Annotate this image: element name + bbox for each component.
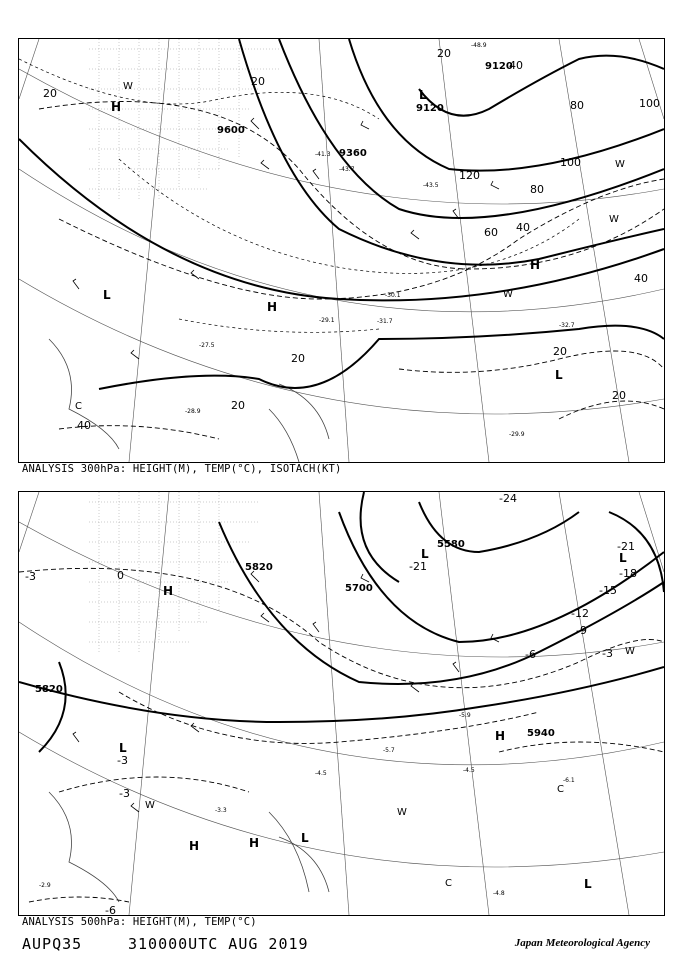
station-temp: -6.1: [563, 777, 575, 784]
isotach-label: 40: [77, 419, 91, 432]
isotach-label: 120: [459, 169, 480, 182]
temp-label: -18: [619, 567, 637, 580]
agency-name: Japan Meteorological Agency: [514, 937, 650, 949]
wind-barbs: [73, 571, 499, 812]
low-center-label: L: [584, 877, 592, 891]
height-label: 9120: [416, 103, 444, 114]
caption-300hpa: ANALYSIS 300hPa: HEIGHT(M), TEMP(°C), ISOTACH(KT): [22, 463, 342, 475]
station-temp: -27.5: [199, 342, 215, 349]
station-temp: -2.9: [39, 882, 51, 889]
warm-symbol: W: [625, 646, 635, 657]
station-temp: -31.7: [377, 318, 393, 325]
temp-label: -3: [119, 787, 130, 800]
warm-symbol: W: [503, 289, 513, 300]
low-center-label: L: [419, 88, 427, 102]
warm-symbol: W: [609, 214, 619, 225]
temp-label: -15: [599, 584, 617, 597]
map-500hpa-canvas: [19, 492, 664, 915]
low-center-label: L: [619, 551, 627, 565]
temp-label: -12: [571, 607, 589, 620]
temperature-contours: [19, 568, 664, 902]
cold-symbol: C: [75, 401, 82, 412]
station-temp: -4.5: [315, 770, 327, 777]
isotach-label: 40: [634, 272, 648, 285]
temp-label: -6: [105, 904, 116, 915]
height-label: 5700: [345, 583, 373, 594]
station-temp: -43.7: [339, 166, 355, 173]
low-center-label: L: [119, 741, 127, 755]
isotach-label: 20: [437, 47, 451, 60]
temp-label: -3: [602, 647, 613, 660]
high-center-label: H: [495, 729, 506, 743]
isotach-label: 20: [43, 87, 57, 100]
station-temp: -30.1: [385, 292, 401, 299]
station-temp: -5.7: [383, 747, 395, 754]
cold-symbol: C: [445, 878, 452, 889]
isotach-label: 20: [231, 399, 245, 412]
station-temp: -5.9: [459, 712, 471, 719]
low-center-label: L: [421, 547, 429, 561]
map-300hpa: [18, 38, 665, 463]
warm-symbol: W: [615, 159, 625, 170]
valid-time: 310000UTC AUG 2019: [128, 935, 309, 953]
temp-label: -21: [617, 540, 635, 553]
temp-label: 0: [117, 569, 124, 582]
station-temp: -4.5: [463, 767, 475, 774]
high-center-label: H: [163, 584, 174, 598]
high-center-label: H: [249, 836, 260, 850]
station-temp: -32.7: [559, 322, 575, 329]
graticule: [19, 492, 664, 915]
station-temp: -48.9: [471, 42, 487, 49]
terrain-hatching: [89, 39, 279, 199]
map-500hpa: [18, 491, 665, 916]
station-temp: -43.5: [423, 182, 439, 189]
isotach-label: 40: [516, 221, 530, 234]
isotach-label: 80: [570, 99, 584, 112]
temp-label: -3: [25, 570, 36, 583]
isotach-label: 60: [484, 226, 498, 239]
station-temp: -29.9: [509, 431, 525, 438]
high-center-label: H: [189, 839, 200, 853]
height-label: 5580: [437, 539, 465, 550]
station-temp: -41.3: [315, 151, 331, 158]
temp-label: -24: [499, 492, 517, 505]
height-label: 5940: [527, 728, 555, 739]
temp-label: -6: [525, 648, 536, 661]
temp-label: -21: [409, 560, 427, 573]
height-label: 9120: [485, 61, 513, 72]
station-temp: -4.8: [493, 890, 505, 897]
station-temp: -28.9: [185, 408, 201, 415]
high-center-label: H: [111, 100, 122, 114]
low-center-label: L: [301, 831, 309, 845]
low-center-label: L: [555, 368, 563, 382]
station-temp: -3.3: [215, 807, 227, 814]
chart-code: AUPQ35: [22, 935, 83, 953]
station-temp: -29.1: [319, 317, 335, 324]
isotach-label: 20: [251, 75, 265, 88]
warm-symbol: W: [397, 807, 407, 818]
caption-500hpa: ANALYSIS 500hPa: HEIGHT(M), TEMP(°C): [22, 916, 257, 928]
isotach-label: 20: [553, 345, 567, 358]
height-label: 9600: [217, 125, 245, 136]
temp-label: -3: [117, 754, 128, 767]
isotach-label: 20: [612, 389, 626, 402]
temp-label: -9: [576, 624, 587, 637]
map-300hpa-canvas: [19, 39, 664, 462]
isotach-label: 100: [639, 97, 660, 110]
height-label: 5820: [35, 684, 63, 695]
coastline: [49, 339, 329, 462]
high-center-label: H: [267, 300, 278, 314]
warm-symbol: W: [123, 81, 133, 92]
isotach-label: 40: [509, 59, 523, 72]
isotach-label: 20: [291, 352, 305, 365]
warm-symbol: W: [145, 800, 155, 811]
high-center-label: H: [530, 258, 541, 272]
isotach-label: 100: [560, 156, 581, 169]
cold-symbol: C: [557, 784, 564, 795]
height-label: 5820: [245, 562, 273, 573]
low-center-label: L: [103, 288, 111, 302]
height-label: 9360: [339, 148, 367, 159]
isotach-label: 80: [530, 183, 544, 196]
terrain-hatching: [89, 492, 259, 652]
height-contours: [19, 492, 664, 752]
